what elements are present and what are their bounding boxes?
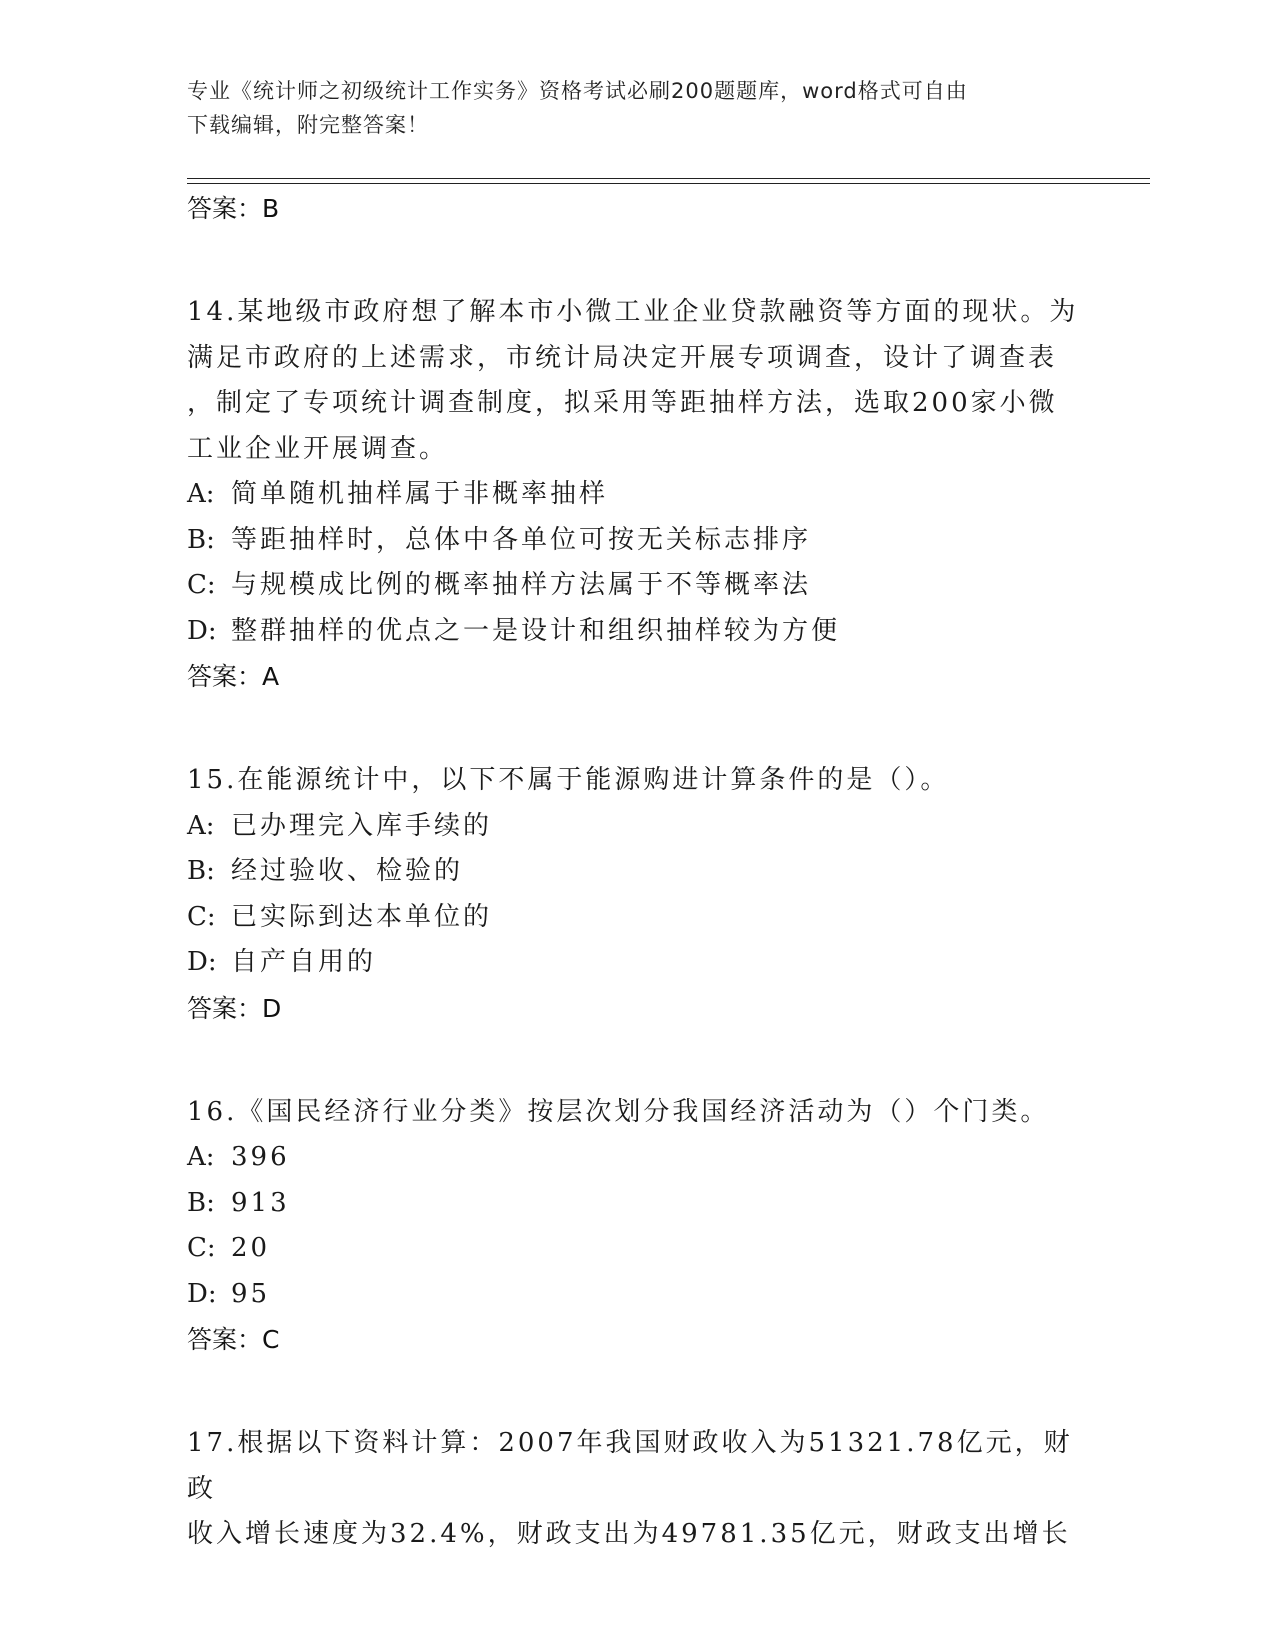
question-line: 16.《国民经济行业分类》按层次划分我国经济活动为（）个门类。 <box>187 1096 1050 1127</box>
question-line: 工业企业开展调查。 <box>187 433 449 464</box>
question-line: 满足市政府的上述需求，市统计局决定开展专项调查，设计了调查表 <box>187 342 1058 373</box>
option-a <box>187 472 1087 518</box>
question-item <box>187 758 1087 1032</box>
question-list <box>187 186 1087 1558</box>
option-key: A: <box>187 1142 215 1172</box>
question-line: 14.某地级市政府想了解本市小微工业企业贷款融资等方面的现状。为 <box>187 297 1079 327</box>
option-b <box>187 518 1087 564</box>
header-divider-top <box>187 178 1150 179</box>
option-key: C: <box>187 1233 216 1263</box>
option-text: 396 <box>231 1142 290 1172</box>
option-key: A: <box>187 810 215 841</box>
header-line-2: 下载编辑，附完整答案！ <box>187 113 429 137</box>
option-text: 20 <box>231 1233 271 1263</box>
question-item <box>187 290 1087 700</box>
document-header <box>187 74 1067 142</box>
question-item <box>187 1090 1087 1364</box>
option-key: C: <box>187 901 216 932</box>
answer-label: 答案：B <box>187 194 280 223</box>
option-key: B: <box>187 1187 215 1218</box>
question-line: 收入增长速度为32.4%，财政支出为49781.35亿元，财政支出增长 <box>187 1519 1071 1549</box>
question-line: 17.根据以下资料计算：2007年我国财政收入为51321.78亿元，财政 <box>187 1428 1073 1504</box>
question-text <box>187 1090 1087 1136</box>
answer-label: 答案：A <box>187 662 280 691</box>
option-text: 等距抽样时，总体中各单位可按无关标志排序 <box>231 524 812 555</box>
option-text: 95 <box>231 1278 271 1309</box>
option-text: 自产自用的 <box>231 947 377 977</box>
question-text <box>187 1421 1087 1558</box>
option-key: C: <box>187 570 216 600</box>
option-text: 整群抽样的优点之一是设计和组织抽样较为方便 <box>231 615 841 646</box>
option-text: 与规模成比例的概率抽样方法属于不等概率法 <box>231 570 812 600</box>
option-text: 913 <box>231 1187 290 1218</box>
option-a <box>187 804 1087 850</box>
answer-label: 答案：C <box>187 1325 280 1354</box>
option-text: 已实际到达本单位的 <box>231 901 493 932</box>
question-line: 15.在能源统计中，以下不属于能源购进计算条件的是（）。 <box>187 765 950 795</box>
option-key: B: <box>187 856 215 886</box>
option-key: B: <box>187 524 215 555</box>
option-text: 已办理完入库手续的 <box>231 810 493 841</box>
question-text <box>187 758 1087 804</box>
header-divider-bottom <box>187 183 1150 184</box>
header-line-1: 专业《统计师之初级统计工作实务》资格考试必刷200题题库，word格式可自由 <box>187 79 968 103</box>
option-key: A: <box>187 479 215 509</box>
option-key: D: <box>187 1278 217 1309</box>
option-text: 经过验收、检验的 <box>231 856 464 886</box>
option-d <box>187 940 1087 986</box>
question-line: ，制定了专项统计调查制度，拟采用等距抽样方法，选取200家小微 <box>187 388 1058 418</box>
option-b <box>187 1181 1087 1227</box>
option-c <box>187 895 1087 941</box>
option-b <box>187 849 1087 895</box>
option-c <box>187 1226 1087 1272</box>
option-text: 简单随机抽样属于非概率抽样 <box>231 479 609 509</box>
option-a <box>187 1135 1087 1181</box>
question-item <box>187 1421 1087 1558</box>
question-text <box>187 290 1087 472</box>
option-c <box>187 563 1087 609</box>
option-key: D: <box>187 947 217 977</box>
option-d <box>187 1272 1087 1318</box>
option-key: D: <box>187 615 217 646</box>
answer-label: 答案：D <box>187 993 282 1023</box>
option-d <box>187 609 1087 655</box>
